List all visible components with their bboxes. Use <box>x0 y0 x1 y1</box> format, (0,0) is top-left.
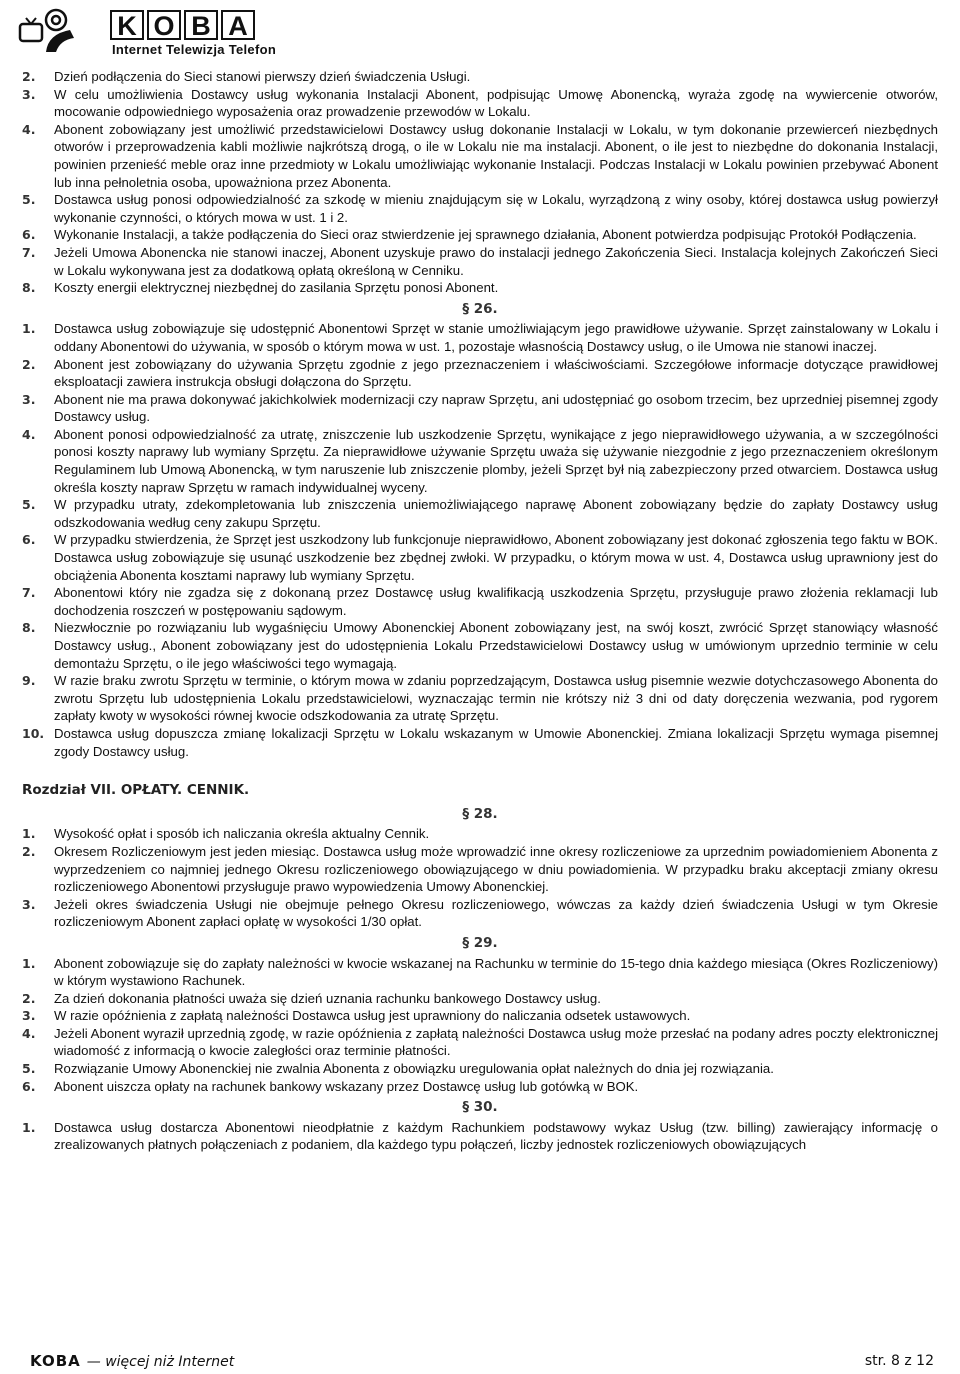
paragraph-heading-30: § 30. <box>462 1099 498 1116</box>
logo-letter: B <box>184 10 218 40</box>
list-item <box>22 843 938 896</box>
item-number: 5. <box>22 497 36 513</box>
document-body <box>22 68 938 1154</box>
item-number: 8. <box>22 280 36 296</box>
item-text: Abonent zobowiązuje się do zapłaty należności w kwocie wskazanej na Rachunku w terminie do 15-tego dnia każdego miesiąca (Okres Rozliczeniowy) w którym wystawiono Rachunek. <box>54 955 938 989</box>
list-item <box>22 531 938 584</box>
paragraph-28-list <box>22 825 938 931</box>
item-number: 7. <box>22 585 36 601</box>
item-number: 9. <box>22 673 36 689</box>
item-text: Jeżeli Abonent wyraził uprzednią zgodę, w razie opóźnienia z zapłatą należności Dostawca usług może przesłać na podany adres poczty elektronicznej wiadomość z informacją o kwocie zaległości oraz terminie płatności. <box>54 1025 938 1059</box>
item-text: Niezwłocznie po rozwiązaniu lub wygaśnięciu Umowy Abonenckiej Abonent zobowiązany jest, na swój koszt, zwrócić Sprzęt stanowiący własność Dostawcy usług., Abonent zobowiązany jest do udostępnienia Lokalu Przedstawicielowi Dostawcy usług w umówionym uprzednio terminie w celu demontażu Sprzętu, o ile jego właściwości tego wymagają. <box>54 620 938 671</box>
list-item <box>22 896 938 931</box>
item-number: 6. <box>22 532 36 548</box>
item-text: Wykonanie Instalacji, a także podłączenia do Sieci oraz stwierdzenie jej sprawnego działania, Abonent potwierdza podpisując Protokół Podłączenia. <box>54 227 917 243</box>
logo-tagline: Internet Telewizja Telefon <box>112 42 277 57</box>
list-item <box>22 320 938 355</box>
logo-letter: A <box>221 10 255 40</box>
list-item <box>22 226 938 244</box>
footer-tagline: — więcej niż Internet <box>86 1354 235 1370</box>
item-number: 4. <box>22 121 36 137</box>
list-item <box>22 356 938 391</box>
list-item <box>22 584 938 619</box>
list-item <box>22 725 938 760</box>
paragraph-heading-26: § 26. <box>462 300 498 317</box>
footer-brand: KOBA <box>30 1352 81 1370</box>
list-item <box>22 672 938 725</box>
item-text: W celu umożliwienia Dostawcy usług wykonania Instalacji Abonent, podpisując Umowę Abonencką, wyraża zgodę na wywiercenie otworów, mocowanie odpowiedniego wyposażenia oraz prowadzenie przewodów w Lokalu. <box>54 86 938 120</box>
item-text: Rozwiązanie Umowy Abonenckiej nie zwalnia Abonenta z obowiązku uregulowania opłat należnych do dnia jej rozwiązania. <box>54 1061 774 1077</box>
item-number: 7. <box>22 244 36 260</box>
item-text: Abonent zobowiązany jest umożliwić przedstawicielowi Dostawcy usług dokonanie Instalacji w Lokalu, w tym dokonanie przewierceń niezbędnych otworów i przeprowadzenia kabli możliwie najkrótszą drogą, o ile w Lokalu nie ma instalacji. Abonent, o ile jest to niezbędne do dokonania Instalacji, powinien przenieść meble oraz inne przedmioty w Lokalu umożliwiając wykonanie Instalacji. Podczas Instalacji w Lokalu powinien przebywać Abonent lub inna pełnoletnia osoba, upoważniona przez Abonenta. <box>54 121 938 190</box>
list-item <box>22 1078 938 1096</box>
item-number: 5. <box>22 1061 36 1077</box>
list-item <box>22 1060 938 1078</box>
item-text: Jeżeli okres świadczenia Usługi nie obejmuje pełnego Okresu rozliczeniowego, wówczas za każdy dzień świadczenia Usługi w tym Okresie rozliczeniowym Abonent zapłaci opłatę w wysokości 1/30 opłat. <box>54 896 938 930</box>
tv-icon <box>20 18 42 41</box>
item-text: Dostawca usług zobowiązuje się udostępnić Abonentowi Sprzęt w stanie umożliwiającym jego prawidłowe używanie. Sprzęt zainstalowany w Lokalu i oddany Abonentowi do używania, w sposób o którym mowa w ust. 1, pozostaje własnością Dostawcy usług, o ile Umowa nie stanowi inaczej. <box>54 321 938 354</box>
paragraph-25-list <box>22 68 938 297</box>
item-text: W przypadku stwierdzenia, że Sprzęt jest uszkodzony lub funkcjonuje nieprawidłowo, Abonent zobowiązany jest dokonać zgłoszenia tego faktu w BOK. Dostawca usług zobowiązuje się usunąć uszkodzenie bez zbędnej zwłoki. W przypadku, o którym mowa w ust. 4, Dostawca usług uprawniony jest do obciążenia Abonenta kosztami naprawy lub wymiany Sprzętu. <box>54 532 938 583</box>
item-number: 4. <box>22 426 36 442</box>
item-text: W razie opóźnienia z zapłatą należności Dostawca usług jest uprawniony do naliczania odsetek ustawowych. <box>54 1008 691 1024</box>
item-text: Abonent ponosi odpowiedzialność za utratę, zniszczenie lub uszkodzenie Sprzętu, wynikające z jego nieprawidłowego używania, a w szczególności ponosi koszty naprawy lub wymiany Sprzętu. Za nieprawidłowe używanie Sprzętu uważa się używanie niezgodnie z jego przeznaczeniem określonym Regulaminem lub Umową Abonencką, w tym naruszenie lub zniszczenie plomby, jeżeli Sprzęt był nią zabezpieczony przed otwarciem. Dostawca usług określa koszty napraw Sprzętu w ramach indywidualnej wyceny. <box>54 426 938 495</box>
list-item <box>22 1007 938 1025</box>
item-number: 1. <box>22 1119 36 1135</box>
item-number: 3. <box>22 896 36 912</box>
item-text: Dostawca usług dopuszcza zmianę lokalizacji Sprzętu w Lokalu wskazanym w Umowie Abonenckiej. Zmiana lokalizacji Sprzętu wymaga pisemnej zgody Dostawcy usług. <box>54 725 938 759</box>
list-item <box>22 1025 938 1060</box>
item-number: 3. <box>22 391 36 407</box>
phone-icon <box>46 30 74 52</box>
list-item <box>22 1119 938 1154</box>
paragraph-26-list <box>22 320 938 760</box>
item-number: 6. <box>22 227 36 243</box>
paragraph-29-list <box>22 955 938 1096</box>
item-number: 3. <box>22 1008 36 1024</box>
item-number: 1. <box>22 321 36 337</box>
item-text: W razie braku zwrotu Sprzętu w terminie, o którym mowa w zdaniu poprzedzającym, Dostawca usług pisemnie wezwie dotychczasowego Abonenta do zwrotu Sprzętu lub udostępnienia Lokalu przedstawicielowi, wyznaczając termin nie krótszy niż 3 dni od daty doręczenia wezwania, pod rygorem zapłaty kwoty w wysokości równej kwocie odszkodowania za utratę Sprzętu. <box>54 673 938 724</box>
logo-letter: O <box>147 10 181 40</box>
page-number: str. 8 z 12 <box>864 1353 934 1369</box>
list-item <box>22 191 938 226</box>
list-item <box>22 244 938 279</box>
list-item <box>22 955 938 990</box>
item-number: 3. <box>22 86 36 102</box>
at-icon <box>46 10 66 30</box>
item-text: Abonent jest zobowiązany do używania Sprzętu zgodnie z jego przeznaczeniem i właściwościami. Szczegółowe informacje dotyczące prawidłowej eksploatacji zawiera instrukcja obsługi dołączona do Sprzętu. <box>54 356 938 390</box>
item-text: Jeżeli Umowa Abonencka nie stanowi inaczej, Abonent uzyskuje prawo do instalacji jednego Zakończenia Sieci. Instalacja kolejnych Zakończeń Sieci w Lokalu wykonywana jest za dodatkową opłatą określoną w Cenniku. <box>54 244 938 278</box>
section-heading: Rozdział VII. OPŁATY. CENNIK. <box>22 782 250 799</box>
page-footer <box>30 1350 934 1372</box>
item-text: Abonent nie ma prawa dokonywać jakichkolwiek modernizacji czy napraw Sprzętu, ani udostępniać go osobom trzecim, bez uprzedniej pisemnej zgody Dostawcy usług. <box>54 391 938 425</box>
list-item <box>22 121 938 191</box>
item-text: Abonent uiszcza opłaty na rachunek bankowy wskazany przez Dostawcę usług lub gotówką w BOK. <box>54 1078 639 1094</box>
item-number: 2. <box>22 990 36 1006</box>
item-text: Abonentowi który nie zgadza się z dokonaną przez Dostawcę usług kwalifikacją uszkodzenia Sprzętu, przysługuje prawo złożenia reklamacji lub dochodzenia roszczeń w postępowaniu sądowym. <box>54 585 938 618</box>
item-number: 1. <box>22 955 36 971</box>
logo-icons <box>18 6 86 56</box>
item-number: 4. <box>22 1025 36 1041</box>
list-item <box>22 496 938 531</box>
list-item <box>22 68 938 86</box>
item-number: 2. <box>22 843 36 859</box>
list-item <box>22 825 938 843</box>
list-item <box>22 86 938 121</box>
logo-wordmark <box>110 10 255 40</box>
paragraph-heading-28: § 28. <box>462 805 498 822</box>
footer-brand-group <box>30 1352 234 1370</box>
list-item <box>22 990 938 1008</box>
header <box>18 4 318 60</box>
item-text: W przypadku utraty, zdekompletowania lub zniszczenia uniemożliwiającego naprawę Abonent zobowiązany będzie do zapłaty Dostawcy usług odszkodowania według ceny zakupu Sprzętu. <box>54 497 938 530</box>
list-item <box>22 279 938 297</box>
item-text: Koszty energii elektrycznej niezbędnej do zasilania Sprzętu ponosi Abonent. <box>54 280 499 296</box>
item-number: 10. <box>22 725 45 741</box>
item-text: Dzień podłączenia do Sieci stanowi pierwszy dzień świadczenia Usługi. <box>54 69 471 84</box>
list-item <box>22 391 938 426</box>
logo-letter: K <box>110 10 144 40</box>
item-number: 2. <box>22 69 36 84</box>
item-number: 5. <box>22 192 36 208</box>
item-number: 8. <box>22 620 36 636</box>
list-item <box>22 426 938 496</box>
item-text: Dostawca usług dostarcza Abonentowi nieodpłatnie z każdym Rachunkiem podstawowy wykaz Usług (tzw. billing) zawierający informację o zrealizowanych płatnych połączeniach z podaniem, dla każdego typu połączeń, liczby jednostek rozliczeniowych obowiązujących <box>54 1119 938 1153</box>
item-number: 6. <box>22 1078 36 1094</box>
item-text: Dostawca usług ponosi odpowiedzialność za szkodę w mieniu znajdującym się w Lokalu, wyrządzoną z winy osoby, której dostawca usług powierzył wykonanie czynności, o których mowa w ust. 1 i 2. <box>54 192 938 225</box>
item-text: Okresem Rozliczeniowym jest jeden miesiąc. Dostawca usług może wprowadzić inne okresy rozliczeniowe za uprzednim powiadomieniem Abonenta z wyprzedzeniem co najmniej jednego Okresu rozliczeniowego obowiązującego w dniu powiadomienia. W przypadku braku akceptacji zmiany okresu rozliczeniowego Abonentowi przysługuje prawo wypowiedzenia Umowy Abonenckiej. <box>54 843 938 895</box>
paragraph-heading-29: § 29. <box>462 934 498 951</box>
item-number: 2. <box>22 356 36 372</box>
item-number: 1. <box>22 826 36 842</box>
list-item <box>22 619 938 672</box>
item-text: Za dzień dokonania płatności uważa się dzień uznania rachunku bankowego Dostawcy usług. <box>54 990 601 1006</box>
paragraph-30-list <box>22 1119 938 1154</box>
item-text: Wysokość opłat i sposób ich naliczania określa aktualny Cennik. <box>54 826 430 842</box>
